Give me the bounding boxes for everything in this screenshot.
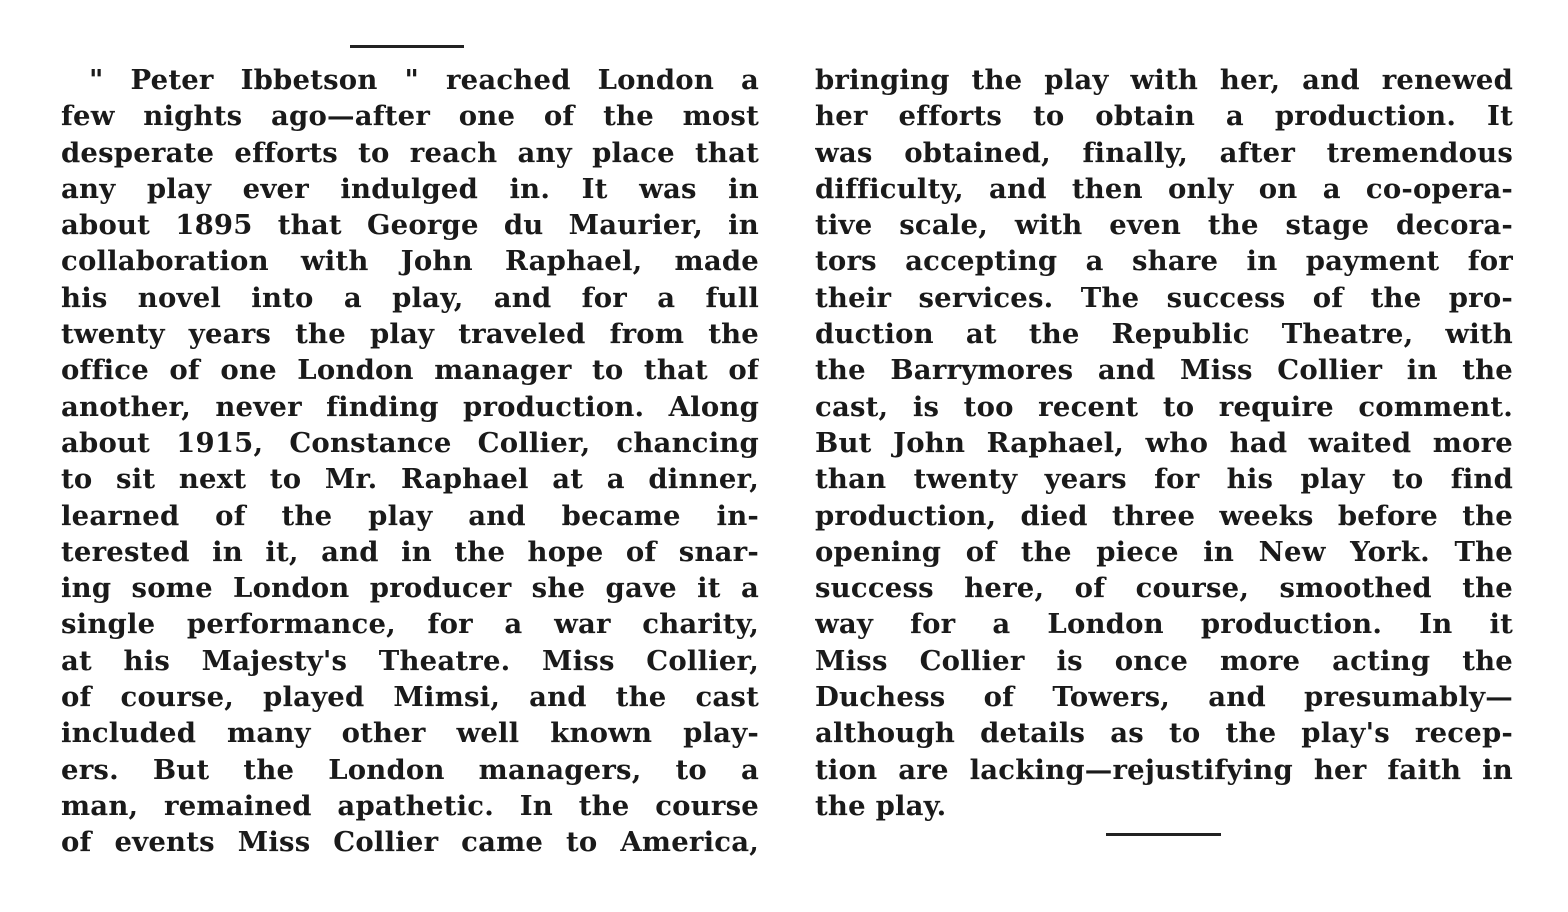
text-line: man, remained apathetic. In the course (61, 789, 759, 822)
text-line: their services. The success of the pro- (815, 281, 1513, 314)
text-line: of course, played Mimsi, and the cast (61, 681, 759, 714)
text-line: collaboration with John Raphael, made (61, 245, 759, 278)
top-divider-rule (350, 45, 464, 48)
bottom-divider-rule (1106, 833, 1221, 836)
text-line: at his Majesty's Theatre. Miss Collier, (61, 644, 759, 677)
text-line: about 1915, Constance Collier, chancing (61, 426, 759, 459)
text-line: single performance, for a war charity, (61, 608, 759, 641)
text-line: " Peter Ibbetson " reached London a (89, 64, 759, 96)
text-line: her efforts to obtain a production. It (815, 100, 1513, 133)
text-line: terested in it, and in the hope of snar- (61, 535, 759, 568)
text-line: ers. But the London managers, to a (61, 753, 759, 786)
text-line: Miss Collier is once more acting the (815, 644, 1513, 677)
text-line: opening of the piece in New York. The (815, 535, 1513, 568)
text-line: ing some London producer she gave it a (61, 572, 759, 605)
text-line: tive scale, with even the stage decora- (815, 209, 1513, 242)
text-line: another, never finding production. Along (61, 390, 759, 423)
text-line: difficulty, and then only on a co-opera- (815, 172, 1513, 205)
text-line: of events Miss Collier came to America, (61, 826, 759, 859)
text-line: about 1895 that George du Maurier, in (61, 209, 759, 242)
text-line: office of one London manager to that of (61, 354, 759, 387)
text-line: success here, of course, smoothed the (815, 572, 1513, 605)
text-line: But John Raphael, who had waited more (815, 426, 1513, 459)
text-line: few nights ago—after one of the most (61, 100, 759, 133)
text-line: twenty years the play traveled from the (61, 318, 759, 351)
text-line: any play ever indulged in. It was in (61, 172, 759, 205)
text-line: desperate efforts to reach any place that (61, 136, 759, 169)
text-line: to sit next to Mr. Raphael at a dinner, (61, 463, 759, 496)
text-line: the Barrymores and Miss Collier in the (815, 354, 1513, 387)
text-line: bringing the play with her, and renewed (815, 64, 1513, 96)
text-line: tion are lacking—rejustifying her faith in (815, 753, 1513, 786)
left-column (61, 62, 759, 861)
text-line: duction at the Republic Theatre, with (815, 318, 1513, 351)
text-line: although details as to the play's recep- (815, 717, 1513, 750)
text-line: his novel into a play, and for a full (61, 281, 759, 314)
text-line: cast, is too recent to require comment. (815, 390, 1513, 423)
text-line: learned of the play and became in- (61, 499, 759, 532)
right-column (815, 62, 1513, 824)
text-line: included many other well known play- (61, 717, 759, 750)
text-line: Duchess of Towers, and presumably— (815, 681, 1513, 714)
text-line: way for a London production. In it (815, 608, 1513, 641)
text-line: than twenty years for his play to find (815, 463, 1513, 496)
text-line: was obtained, finally, after tremendous (815, 136, 1513, 169)
text-line: production, died three weeks before the (815, 499, 1513, 532)
text-line: the play. (815, 789, 947, 822)
text-line: tors accepting a share in payment for (815, 245, 1513, 278)
